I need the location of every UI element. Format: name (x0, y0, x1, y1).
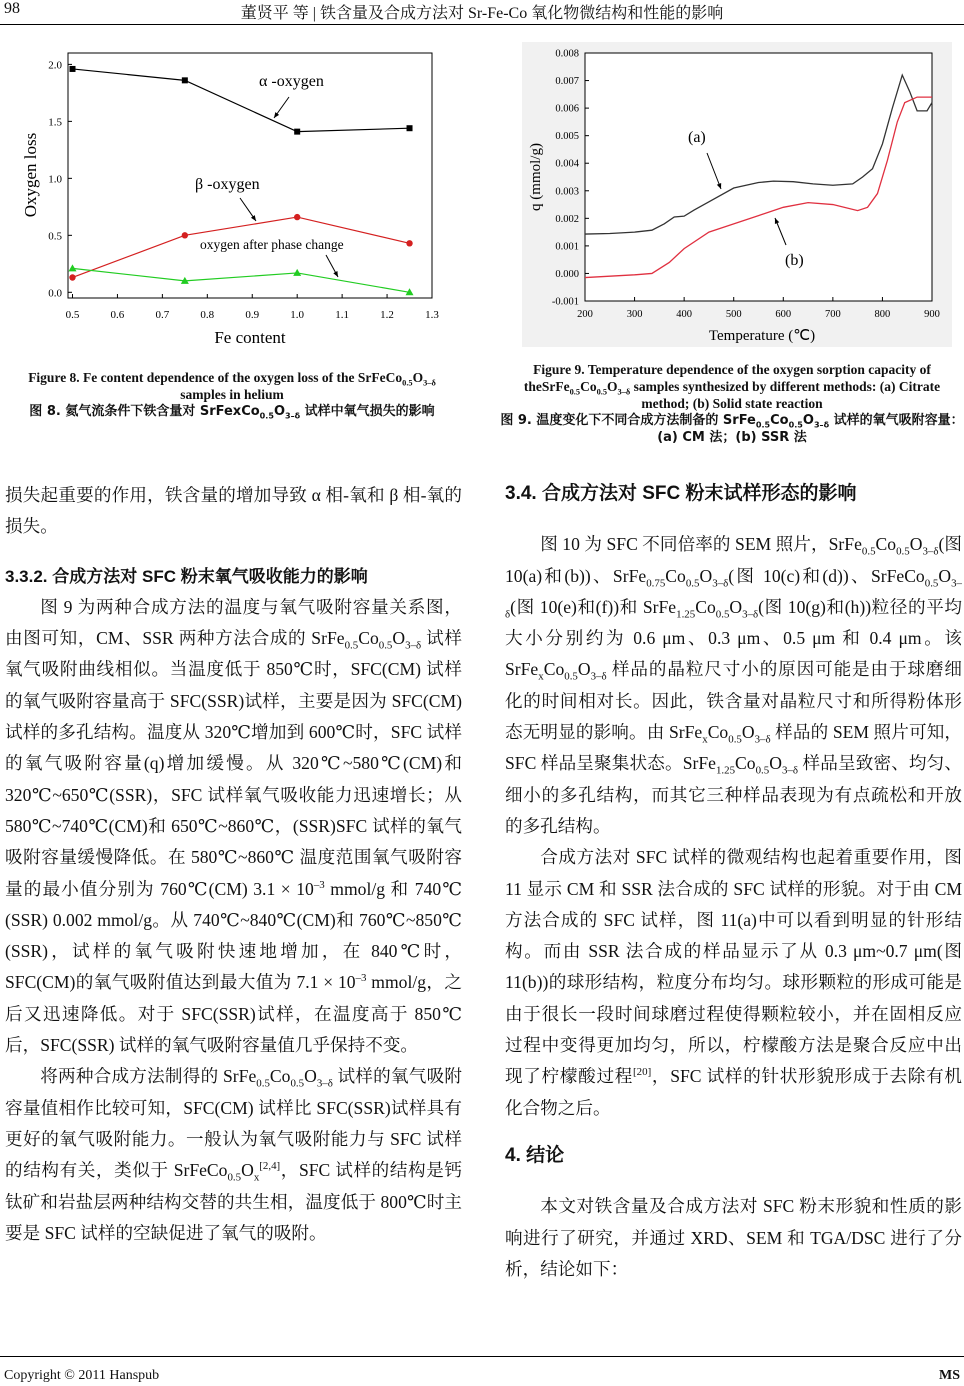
x-tick-label: 0.6 (110, 309, 125, 321)
series-annotation: β -oxygen (195, 176, 260, 193)
figure-8-caption (20, 369, 444, 420)
paragraph: 本文对铁含量及合成方法对 SFC 粉末形貌和性质的影响进行了研究，并通过 XRD、SEM 和 TGA/DSC 进行了分析，结论如下： (505, 1196, 962, 1279)
y-tick-label: 0.001 (555, 241, 579, 253)
x-axis-label: Temperature (℃) (708, 328, 816, 344)
series-annotation: (b) (785, 252, 804, 269)
x-tick-label: 400 (676, 309, 693, 320)
section-heading-3-3-2: 3.3.2. 合成方法对 SFC 粉末氧气吸收能力的影响 (5, 566, 368, 586)
y-axis-label: Oxygen loss (21, 132, 40, 218)
figure-9-caption (500, 361, 964, 446)
paragraph: 图 10 为 SFC 不同倍率的 SEM 照片，$SrFe_{0.5}Co_{0.5}O_{3-\delta}$(图 10(a)和(b))、$SrFe_{0.75}Co_{0.5}O_{3-\delta}$(图 10(c)和(d))、$SrFeCo_{0.5}O_{3-\delta}$(图 10(e)和(f))和 $SrFe_{1.25}Co_{0.5}O_{3-\delta}$(图 10(g)和(h))粒径的平均大小分别约为 0.6 μm、0.3 μm、0.5 μm 和 0.4 μm。该 $SrFe_xCo_{0.5}O_{3-\delta}$ 样品的晶粒尺寸小的原因可能是由于球磨细化的时间相对长。因此，铁含量对晶粒尺寸和所得粉体形态无明显的影响。由 $SrFe_xCo_{0.5}O_{3-\delta}$ 样品的 SEM 照片可知，SFC 样品呈聚集状态。$SrFe_{1.25}Co_{0.5}O_{3-\delta}$ 样品呈致密、均匀、细小的多孔结构，而其它三种样品表现为有点疏松和开放的多孔结构。 (505, 534, 963, 836)
y-tick-label: 1.0 (48, 173, 62, 186)
figure-9-caption-en: Figure 9. Temperature dependence of the oxygen sorption capacity of $theSrFe_{0.5}Co_{0.5}O_{3-\delta}$ samples synthesized by different methods: (a) Citrate method; (b) Solid state reaction (523, 362, 941, 411)
section-heading-4: 4. 结论 (505, 1144, 565, 1166)
x-tick-label: 300 (626, 309, 643, 320)
y-tick-label: 0.002 (555, 213, 579, 225)
x-tick-label: 200 (577, 309, 593, 320)
x-tick-label: 1.3 (425, 309, 439, 321)
x-tick-label: 0.7 (155, 309, 170, 321)
y-tick-label: 2.0 (48, 59, 62, 72)
y-tick-label: 0.006 (555, 103, 579, 115)
running-title: 董贤平 等 | 铁含量及合成方法对 Sr-Fe-Co 氧化物微结构和性能的影响 (240, 5, 724, 22)
x-tick-label: 800 (874, 309, 891, 320)
x-tick-label: 0.9 (245, 309, 260, 321)
x-tick-label: 0.8 (200, 309, 215, 321)
x-tick-label: 1.1 (335, 309, 349, 321)
y-tick-label: 0.003 (555, 186, 579, 198)
x-tick-label: 900 (924, 309, 940, 320)
x-tick-label: 1.0 (290, 309, 305, 321)
series-annotation: (a) (688, 129, 706, 146)
x-tick-label: 700 (824, 309, 841, 320)
figure-9-caption-zh: 图 9. 温度变化下不同合成方法制备的 $SrFe_{0.5}Co_{0.5}O_{3-\delta}$ 试样的氧气吸附容量：(a) CM 法；(b) SSR 法 (500, 413, 964, 445)
series-annotation: α -oxygen (259, 73, 324, 90)
y-tick-label: 1.5 (48, 116, 62, 129)
y-tick-label: -0.001 (551, 296, 579, 308)
journal-abbrev: MS (939, 1368, 960, 1383)
series-annotation: oxygen after phase change (200, 237, 344, 252)
footer-rule (0, 1356, 964, 1357)
paragraph: 将两种合成方法制得的 $SrFe_{0.5}Co_{0.5}O_{3-\delta}$ 试样的氧气吸附容量值相作比较可知，SFC(CM) 试样比 SFC(SSR)试样具有更好的氧气吸附能力。一般认为氧气吸附能力与 SFC 试样的结构有关，类似于 $SrFeCo_{0.5}O_x[2,4]$，SFC 试样的结构是钙钛矿和岩盐层两种结构交替的共生相，温度低于 800℃时主要是 SFC 试样的空缺促进了氧气的吸附。 (5, 1066, 463, 1243)
figure-8-caption-en: Figure 8. Fe content dependence of the oxygen loss of the $SrFeCo_{0.5}O_{3-\delta}$ samples in helium (28, 370, 436, 402)
figure-9-chart (0, 0, 964, 360)
x-tick-label: 500 (725, 309, 742, 320)
y-axis-label: q (mmol/g) (528, 143, 544, 211)
y-tick-label: 0.005 (555, 131, 579, 143)
paragraph: 损失起重要的作用，铁含量的增加导致 α 相-氧和 β 相-氧的损失。 (5, 485, 462, 537)
plot-frame (585, 53, 932, 301)
y-tick-label: 0.008 (555, 48, 579, 60)
y-tick-label: 0.0 (48, 287, 62, 300)
y-tick-label: 0.007 (555, 76, 579, 88)
figure-8-caption-zh: 图 8. 氦气流条件下铁含量对 $SrFexCo_{0.5}O_{3-\delta}$ 试样中氧气损失的影响 (29, 404, 435, 421)
page-number: 98 (4, 0, 20, 17)
y-tick-label: 0.5 (48, 230, 62, 243)
x-tick-label: 0.5 (65, 309, 80, 321)
y-tick-label: 0.004 (555, 158, 579, 170)
x-axis-label: Fe content (214, 328, 286, 347)
paragraph: 图 9 为两种合成方法的温度与氧气吸附容量关系图，由图可知，CM、SSR 两种方法合成的 $SrFe_{0.5}Co_{0.5}O_{3-\delta}$ 试样氧气吸附曲线相似。当温度低于 850℃时，SFC(CM) 试样的氧气吸附容量高于 SFC(SSR)试样，主要是因为 SFC(CM)试样的多孔结构。温度从 320℃增加到 600℃时，SFC 试样的氧气吸附容量(q)增加缓慢。从 320℃~580℃(CM)和 320℃~650℃(SSR)，SFC 试样氧气吸收能力迅速增长；从 580℃~740℃(CM)和 650℃~860℃，(SSR)SFC 试样的氧气吸附容量缓慢降低。在 580℃~860℃ 温度范围氧气吸附容量的最小值分别为 760℃(CM) $3.1 \times 10^{-3}$ mmol/g 和 740℃(SSR) 0.002 mmol/g。从 740℃~840℃(CM)和 760℃~850℃(SSR)，试样的氧气吸附快速地增加，在 840℃时，SFC(CM)的氧气吸附值达到最大值为 $7.1 \times 10^{-3}$ mmol/g，之后又迅速降低。对于 SFC(SSR)试样，在温度高于 850℃后，SFC(SSR) 试样的氧气吸附容量值几乎保持不变。 (5, 596, 463, 1056)
left-column (5, 480, 462, 1249)
x-tick-label: 1.2 (380, 309, 394, 321)
x-tick-label: 600 (775, 309, 792, 320)
right-column (505, 478, 962, 1285)
copyright: Copyright © 2011 Hanspub (4, 1368, 160, 1383)
paragraph: 合成方法对 SFC 试样的微观结构也起着重要作用，图 11 显示 CM 和 SSR 法合成的 SFC 试样的形貌。对于由 CM 方法合成的 SFC 试样，图 11(a)中可以看到明显的针形结构。而由 SSR 法合成的样品显示了从 0.3 μm~0.7 μm(图 11(b))的球形结构，粒度分布均匀。球形颗粒的形成可能是由于很长一段时间球磨过程使得颗粒较小，并在固相反应过程中变得更加均匀，所以，柠檬酸方法是聚合反应中出现了柠檬酸过程[20]，SFC 试样的针状形貌形成于去除有机化合物之后。 (505, 847, 962, 1118)
section-heading-3-4: 3.4. 合成方法对 SFC 粉末试样形态的影响 (505, 483, 857, 504)
y-tick-label: 0.000 (555, 268, 579, 280)
